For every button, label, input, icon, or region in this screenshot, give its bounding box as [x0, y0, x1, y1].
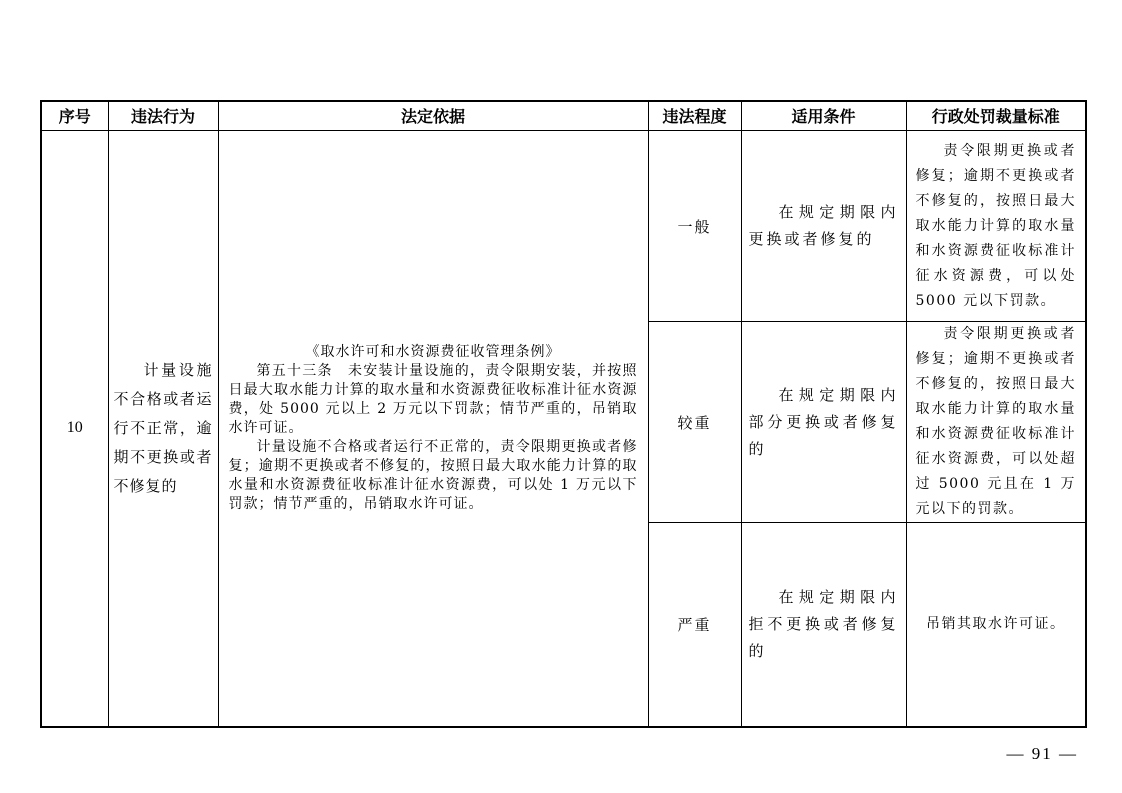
cell-degree-serious: 较重	[648, 322, 741, 523]
table-row-general	[41, 131, 1086, 322]
penalty-discretion-table	[40, 100, 1087, 728]
legal-basis-paragraph-2: 计量设施不合格或者运行不正常的，责令限期更换或者修复；逾期不更换或者不修复的，按照日最大取水能力计算的取水量和水资源费征收标准计征水资源费，可以处 1 万元以下罚款；情节严重的，吊销取水许可证。	[228, 438, 638, 512]
cell-condition-general	[741, 131, 906, 322]
col-header-legal-basis: 法定依据	[218, 101, 648, 131]
condition-general-text: 在规定期限内更换或者修复的	[748, 203, 899, 248]
legal-basis-paragraph-1: 第五十三条 未安装计量设施的，责令限期安装，并按照日最大取水能力计算的取水量和水资源费征收标准计征水资源费，处 5000 元以上 2 万元以下罚款；情节严重的，吊销取水许可证。	[228, 362, 638, 436]
cell-legal-basis	[218, 131, 648, 727]
condition-serious-text: 在规定期限内部分更换或者修复的	[748, 385, 899, 458]
condition-severe-text: 在规定期限内拒不更换或者修复的	[748, 587, 899, 660]
cell-condition-severe	[741, 523, 906, 727]
illegal-behavior-text: 计量设施不合格或者运行不正常，逾期不更换或者不修复的	[113, 360, 213, 495]
cell-degree-severe: 严重	[648, 523, 741, 727]
cell-serial-number: 10	[41, 131, 108, 727]
cell-degree-general: 一般	[648, 131, 741, 322]
col-header-serial: 序号	[41, 101, 108, 131]
penalty-severe-text: 吊销其取水许可证。	[926, 615, 1066, 632]
cell-penalty-general	[906, 131, 1086, 322]
table-header-row	[41, 101, 1086, 131]
col-header-applicable-conditions: 适用条件	[741, 101, 906, 131]
col-header-illegal-behavior: 违法行为	[108, 101, 218, 131]
cell-illegal-behavior	[108, 131, 218, 727]
cell-penalty-serious	[906, 322, 1086, 523]
col-header-violation-degree: 违法程度	[648, 101, 741, 131]
col-header-penalty-standard: 行政处罚裁量标准	[906, 101, 1086, 131]
penalty-serious-text: 责令限期更换或者修复；逾期不更换或者不修复的，按照日最大取水能力计算的取水量和水资源费征收标准计征水资源费，可以处超过 5000 元且在 1 万元以下的罚款。	[915, 326, 1076, 517]
page-number: — 91 —	[1006, 744, 1078, 763]
penalty-general-text: 责令限期更换或者修复；逾期不更换或者不修复的，按照日最大取水能力计算的取水量和水资源费征收标准计征水资源费，可以处 5000 元以下罚款。	[915, 142, 1076, 309]
cell-condition-serious	[741, 322, 906, 523]
legal-basis-title: 《取水许可和水资源费征收管理条例》	[305, 343, 561, 360]
cell-penalty-severe	[906, 523, 1086, 727]
